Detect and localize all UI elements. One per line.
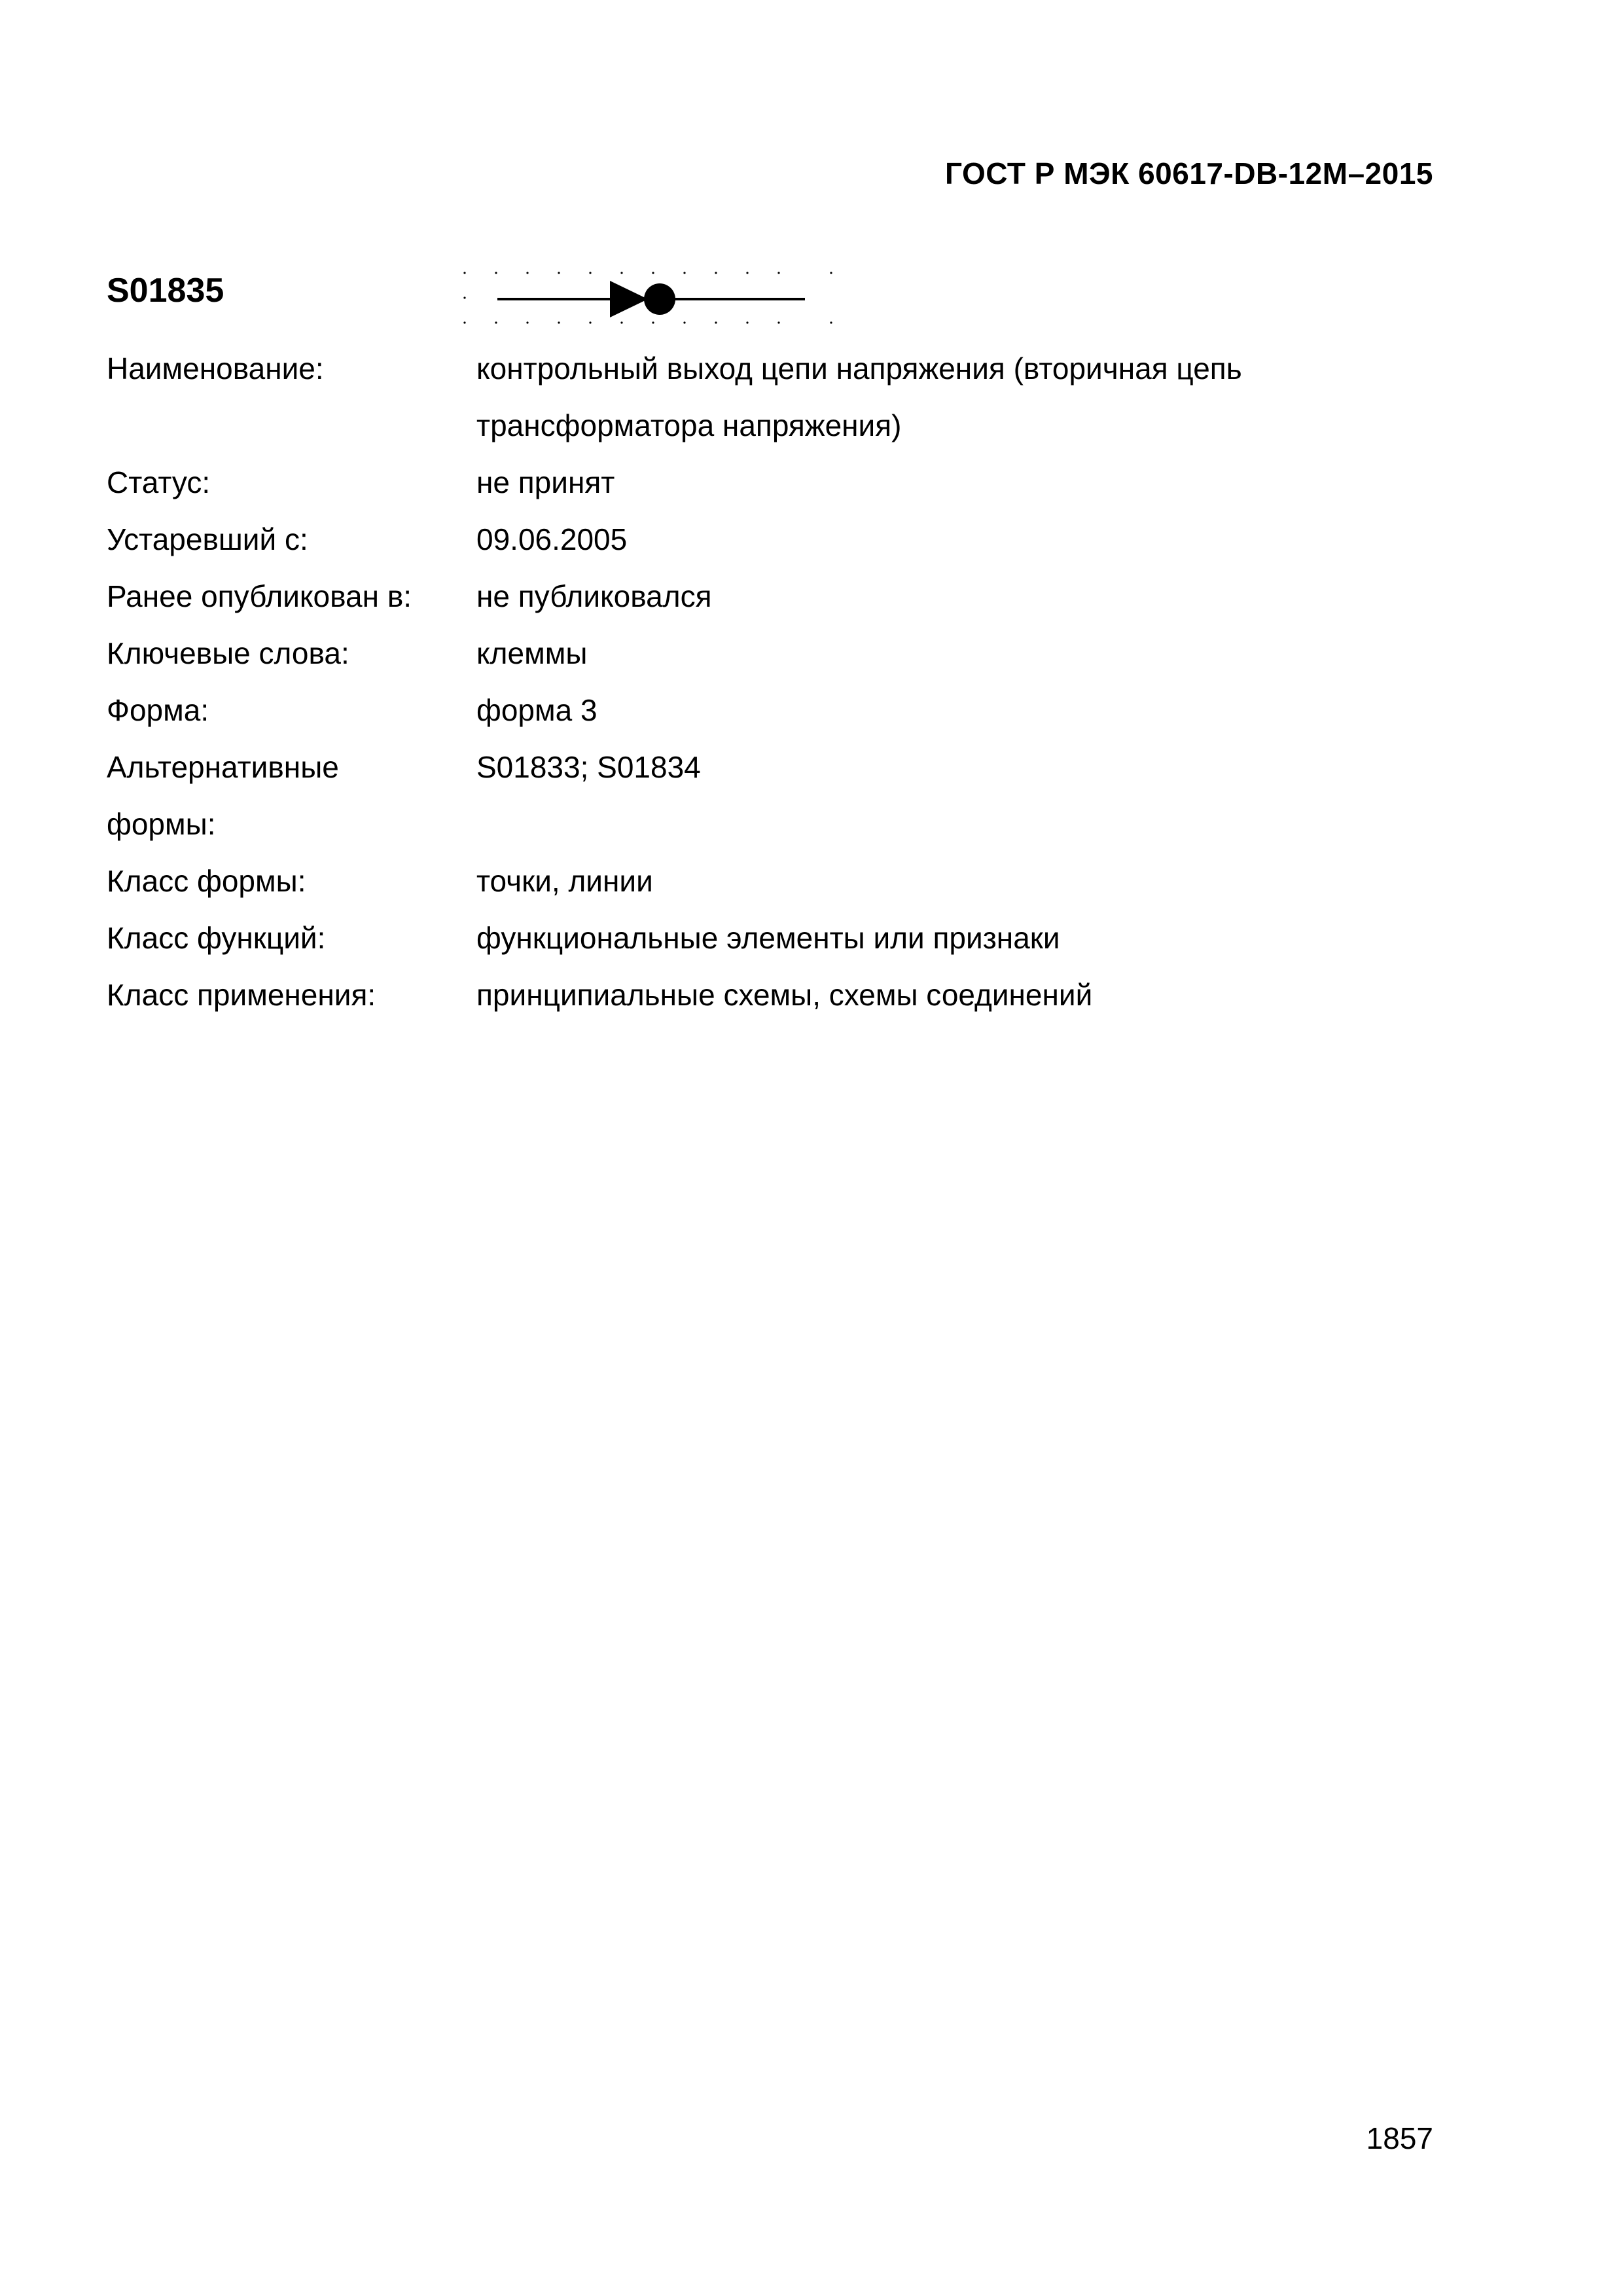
property-label: Наименование: [107,351,324,386]
property-value: не публиковался [476,579,712,613]
property-label: Форма: [107,693,209,727]
property-value: функциональные элементы или признаки [476,921,1060,955]
property-value: 09.06.2005 [476,522,628,556]
property-value: клеммы [476,636,588,670]
symbol-id: S01835 [107,272,224,310]
property-row-name [107,340,1448,454]
property-row-status [107,454,1448,511]
symbol-dot [644,283,675,315]
voltage-circuit-test-output-symbol-icon [458,265,844,331]
property-label: Класс формы: [107,864,306,898]
property-label: Статус: [107,465,211,499]
symbol-arrow [610,281,648,317]
property-value: контрольный выход цепи напряжения (вторичная цепь трансформатора напряжения) [476,351,1242,442]
property-value: не принят [476,465,615,499]
property-label: Ключевые слова: [107,636,349,670]
property-label: Ранее опубликован в: [107,579,412,613]
property-label: Альтернативные формы: [107,750,339,841]
property-value: принципиальные схемы, схемы соединений [476,978,1093,1012]
property-value: точки, линии [476,864,653,898]
property-value: форма 3 [476,693,597,727]
property-value: S01833; S01834 [476,750,701,784]
property-row-keywords [107,625,1448,682]
page-number: 1857 [1366,2121,1433,2155]
property-label: Устаревший с: [107,522,308,556]
property-label: Класс применения: [107,978,376,1012]
property-row-function-class [107,910,1448,967]
property-row-form-class [107,853,1448,910]
property-row-previously-published [107,568,1448,625]
property-row-obsolete-since [107,511,1448,568]
property-list [107,340,1448,1024]
property-label: Класс функций: [107,921,326,955]
property-row-alternative-forms [107,739,1448,853]
standard-code: ГОСТ Р МЭК 60617-DB-12M–2015 [945,156,1433,190]
property-row-application-class [107,967,1448,1024]
property-row-form [107,682,1448,739]
